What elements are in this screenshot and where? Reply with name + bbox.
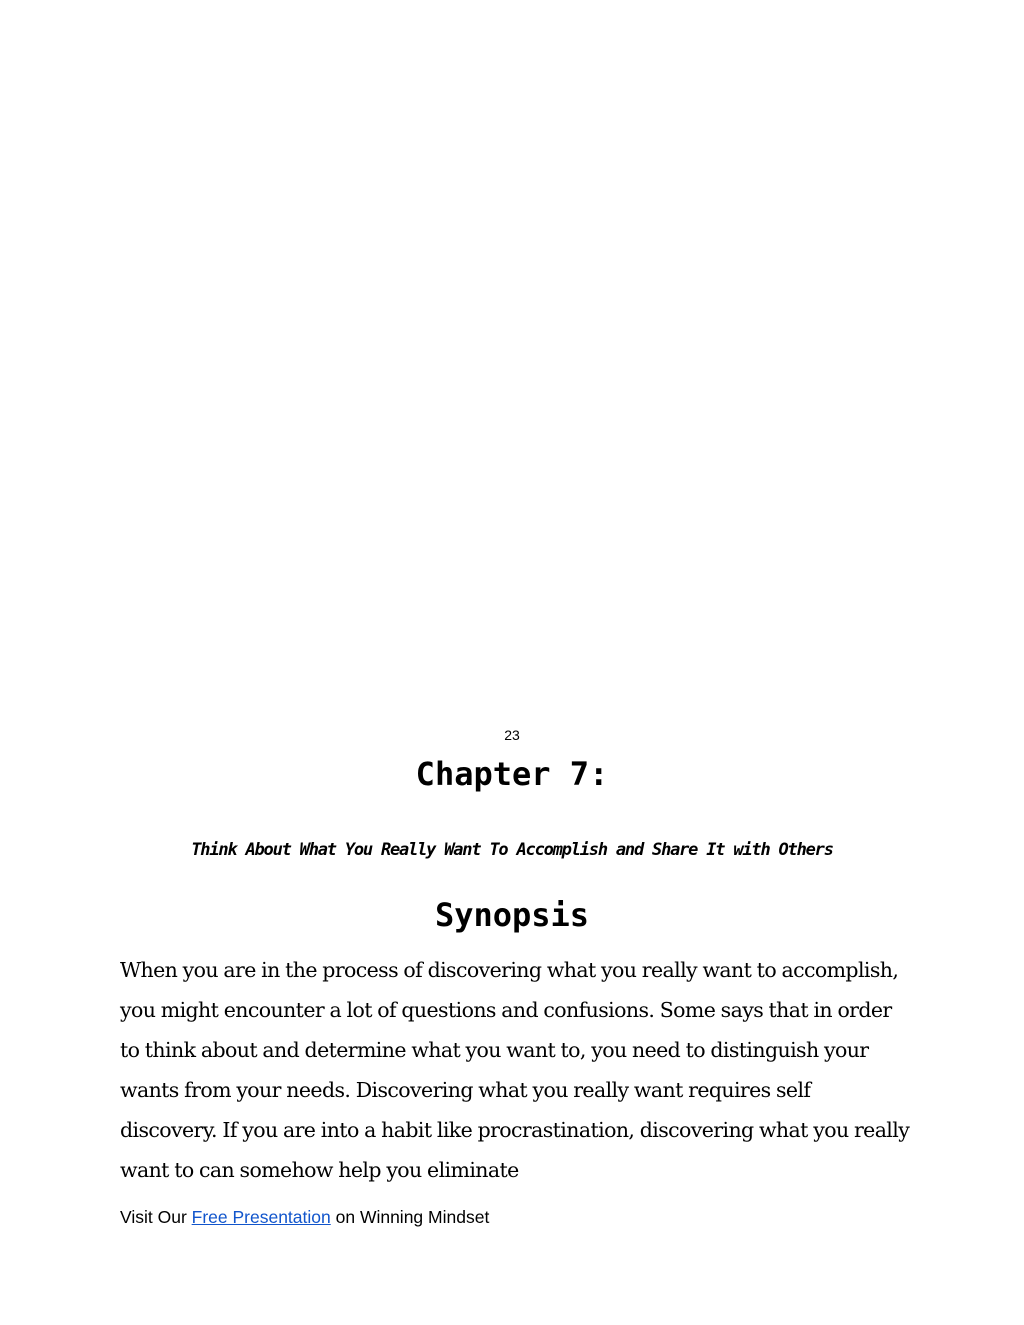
footer-promo-line [120,1206,489,1228]
synopsis-body-paragraph: When you are in the process of discovering what you really want to accomplish, you might encounter a lot of questions and confusions. Some says that in order to think about and determine what you want to, you need to distinguish your wants from your needs. Discovering what you really want requires self discovery. If you are into a habit like procrastination, discovering what you really want to can somehow help you eliminate [120,958,910,1182]
synopsis-heading: Synopsis [434,896,590,934]
free-presentation-link[interactable]: Free Presentation [191,1207,331,1227]
chapter-subtitle: Think About What You Really Want To Accomplish and Share It with Others [191,840,833,860]
page-number: 23 [504,727,520,743]
footer-suffix-text: on Winning Mindset [330,1207,490,1227]
chapter-title: Chapter 7: [415,755,609,793]
footer-prefix-text: Visit Our [120,1207,192,1227]
